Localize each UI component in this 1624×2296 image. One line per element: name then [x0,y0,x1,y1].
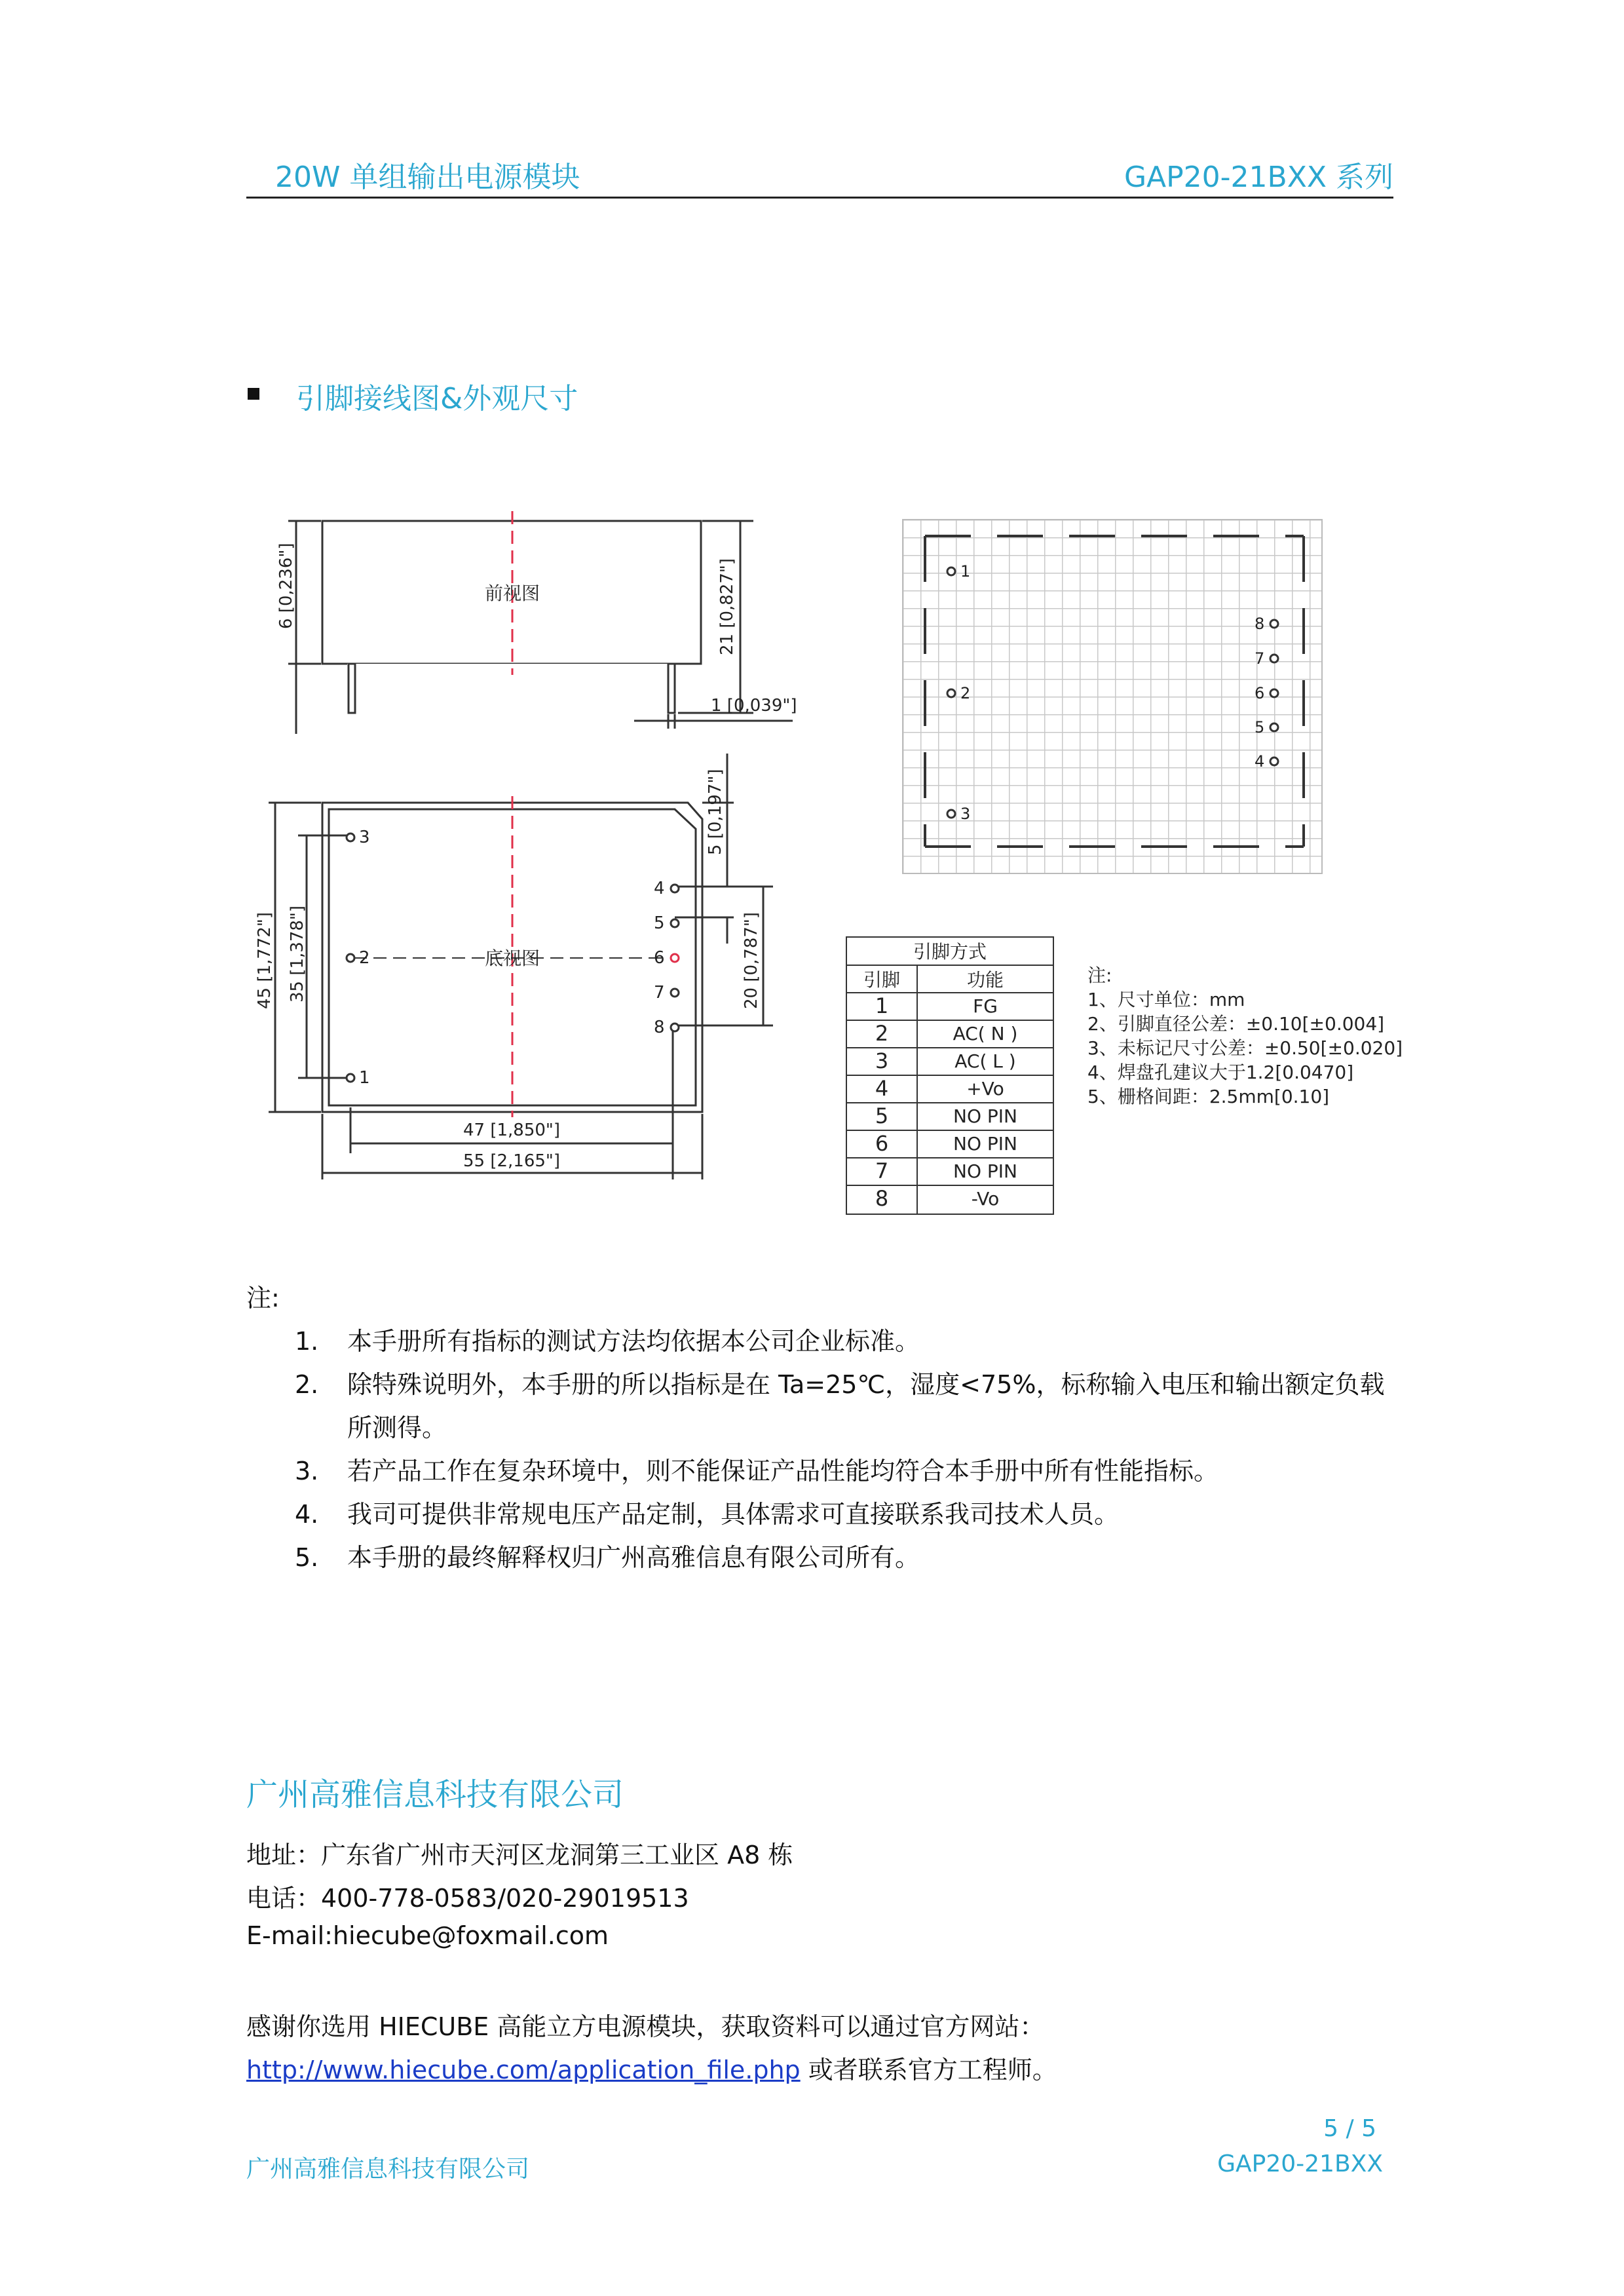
note-item [295,1536,1395,1579]
pin-label-8: 8 [654,1018,665,1037]
grid-label-1: 1 [960,562,971,581]
grid-label-8: 8 [1255,615,1265,633]
note-text: 本手册的最终解释权归广州高雅信息有限公司所有。 [347,1543,920,1572]
pin-1-circle [347,1074,354,1082]
phone-line: 电话：400-778-0583/020-29019513 [246,1884,689,1913]
note-item [295,1363,1395,1449]
dim-width-inner: 47 [1,850"] [463,1120,561,1140]
pin-table-cell-func: NO PIN [953,1105,1017,1127]
dim-top-offset: 5 [0,197"] [706,769,725,855]
pin-4-circle [671,885,679,892]
pin-table-cell-pin: 8 [875,1186,889,1211]
grid-label-4: 4 [1255,752,1265,771]
pin-table-cell-func: NO PIN [953,1133,1017,1155]
grid-pin-7 [1270,655,1278,662]
pin-label-6: 6 [654,948,665,968]
drawing-note: 4、焊盘孔建议大于1.2[0.0470] [1087,1062,1354,1083]
pin-table-header-func: 功能 [966,969,1004,991]
section-title: 引脚接线图&外观尺寸 [296,382,578,415]
note-text: 我司可提供非常规电压产品定制，具体需求可直接联系我司技术人员。 [347,1500,1120,1529]
pin-table-cell-pin: 5 [875,1103,889,1128]
pin-table-cell-pin: 6 [875,1131,889,1156]
grid-label-5: 5 [1255,718,1265,737]
grid-label-7: 7 [1255,649,1265,668]
pin-3-circle [347,833,354,841]
grid-label-3: 3 [960,805,971,823]
dim-pin-span: 20 [0,787"] [742,911,761,1009]
footer-company: 广州高雅信息科技有限公司 [246,2156,530,2183]
pin-6-circle [671,954,679,962]
pin-table-cell-func: FG [973,995,998,1017]
pin-label-4: 4 [654,879,665,898]
page-number: 5 / 5 [1323,2115,1376,2142]
pin-label-2: 2 [359,948,370,968]
pin-table-cell-func: -Vo [971,1188,1000,1210]
pin-table-title: 引脚方式 [913,941,987,963]
note-item [295,1320,1395,1363]
note-number: 3. [295,1457,319,1485]
pin-table-cell-pin: 7 [875,1158,889,1183]
dim-front-height: 6 [0,236"] [276,543,296,629]
grid-pin-3 [947,810,955,818]
drawing-note: 5、栅格间距：2.5mm[0.10] [1087,1086,1330,1107]
bottom-view-label: 底视图 [484,947,540,969]
dim-height-total: 45 [1,772"] [255,911,274,1009]
dim-width-total: 55 [2,165"] [463,1151,561,1171]
pin-table-cell-pin: 2 [875,1021,889,1046]
front-view-label: 前视图 [484,583,540,604]
pin-table-cell-pin: 1 [875,993,889,1018]
note-number: 1. [295,1327,319,1356]
note-text: 本手册所有指标的测试方法均依据本公司企业标准。 [347,1327,920,1356]
notes-list [295,1320,1395,1579]
pin-label-7: 7 [654,983,665,1003]
pin-2-circle [347,954,354,962]
pin-label-1: 1 [359,1068,370,1088]
grid-pin-1 [947,567,955,575]
drawing-note: 1、尺寸单位：mm [1087,989,1245,1010]
grid-label-2: 2 [960,684,971,702]
footer-model: GAP20-21BXX [1217,2151,1383,2177]
front-pin-right [668,664,675,713]
grid-pin-4 [1270,757,1278,765]
email-line: E-mail:hiecube@foxmail.com [246,1921,609,1950]
header-series: GAP20-21BXX 系列 [1124,161,1393,194]
header-title: 20W 单组输出电源模块 [275,161,580,194]
notes-title: 注: [246,1284,280,1312]
drawing-note: 3、未标记尺寸公差：±0.50[±0.020] [1087,1037,1403,1059]
pin-label-3: 3 [359,828,370,847]
pin-table-cell-func: AC( N ) [953,1023,1018,1044]
note-text: 除特殊说明外，本手册的所以指标是在 Ta=25℃，湿度<75%，标称输入电压和输出额定负载所测得。 [347,1370,1385,1442]
grid-pin-8 [1270,620,1278,628]
note-number: 4. [295,1500,319,1529]
pin-table-cell-func: NO PIN [953,1160,1017,1182]
pin-table-cell-pin: 4 [875,1076,889,1101]
drawing-notes [1087,965,1403,1107]
pin-5-circle [671,919,679,927]
website-line [246,2050,1057,2086]
note-number: 2. [295,1370,319,1399]
pin-label-5: 5 [654,913,665,933]
drawing-notes-title: 注: [1087,965,1112,986]
grid-pin-6 [1270,689,1278,697]
grid-pin-2 [947,689,955,697]
dim-front-total: 21 [0,827"] [717,558,737,655]
website-link[interactable]: http://www.hiecube.com/application_file.php [246,2056,801,2084]
pin-table-cell-func: +Vo [966,1078,1004,1100]
pin-7-circle [671,989,679,997]
note-text: 若产品工作在复杂环境中，则不能保证产品性能均符合本手册中所有性能指标。 [347,1457,1219,1485]
drawing-note: 2、引脚直径公差：±0.10[±0.004] [1087,1013,1385,1035]
pin-table-cell-func: AC( L ) [954,1050,1016,1072]
pin-8-circle [671,1024,679,1031]
note-item [295,1449,1395,1493]
note-number: 5. [295,1543,319,1572]
thanks-line: 感谢你选用 HIECUBE 高能立方电源模块，获取资料可以通过官方网站： [246,2012,1045,2041]
note-item [295,1493,1395,1536]
company-name: 广州高雅信息科技有限公司 [246,1776,624,1813]
dim-height-inner: 35 [1,378"] [288,905,307,1003]
website-suffix: 或者联系官方工程师。 [800,2056,1057,2084]
dim-pin-dia: 1 [0,039"] [711,696,797,716]
address-line: 地址：广东省广州市天河区龙洞第三工业区 A8 栋 [246,1841,793,1869]
pin-table-header-pin: 引脚 [863,969,901,991]
grid-pin-5 [1270,723,1278,731]
front-pin-left [349,664,355,713]
pin-table-cell-pin: 3 [875,1048,889,1073]
grid-label-6: 6 [1255,684,1265,702]
pin-table [846,937,1053,1214]
